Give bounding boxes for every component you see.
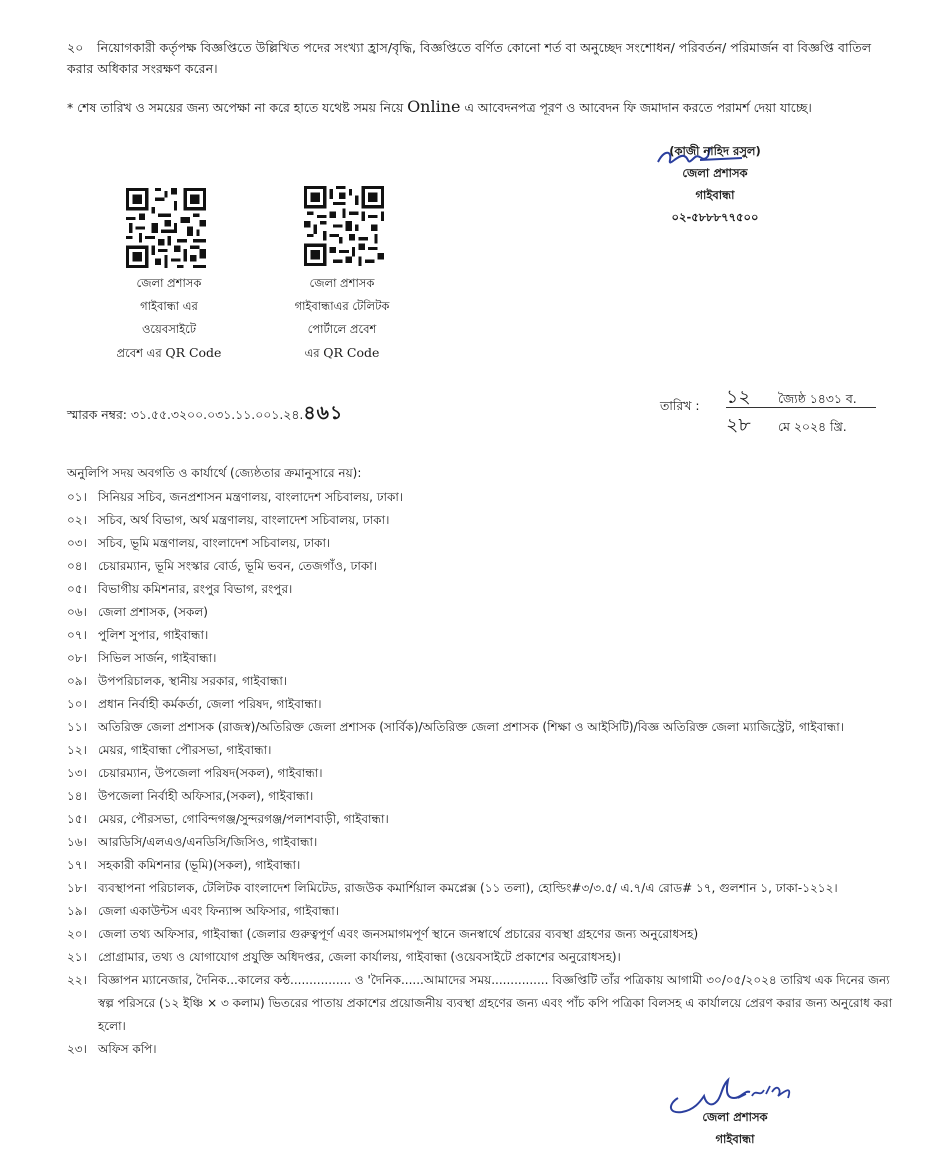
list-item-number: ১২। [67,743,87,757]
application-note [67,94,899,121]
date-greg-rest: মে ২০২৪ খ্রি. [778,419,847,434]
list-item-text: প্রধান নির্বাহী কর্মকর্তা, জেলা পরিষদ, গাইবান্ধা। [98,697,322,711]
cc-heading: অনুলিপি সদয় অবগতি ও কার্যার্থে (জ্যেষ্ঠতার ক্রমানুসারে নয়): [67,466,362,480]
list-item-text: পুলিশ সুপার, গাইবান্ধা। [98,628,209,642]
list-item-number: ০৬। [67,605,87,619]
list-item-number: ০৪। [67,559,87,573]
list-item [67,601,907,624]
list-item [67,578,907,601]
list-item-text: আরডিসি/এলএও/এনডিসি/জিসিও, গাইবান্ধা। [98,835,318,849]
note-text-after: এ আবেদনপত্র পূরণ ও আবেদন ফি জমাদান করতে পরামর্শ দেয়া যাচ্ছে। [460,100,812,115]
list-item [67,854,907,877]
bottom-signatory-designation: জেলা প্রশাসক [702,1110,768,1124]
list-item-text: চেয়ারম্যান, ভূমি সংস্কার বোর্ড, ভূমি ভবন, তেজগাঁও, ঢাকা। [98,559,377,573]
list-item-number: ০১। [67,490,87,504]
list-item [67,555,907,578]
qr-caption-line: পোর্টালে প্রবেশ [307,322,377,336]
signatory-designation: জেলা প্রশাসক [682,166,748,180]
qr-code-teletalk-icon[interactable] [304,186,384,266]
list-item-text: মেয়র, গাইবান্ধা পৌরসভা, গাইবান্ধা। [98,743,272,757]
clause-number: ২০ [67,40,84,55]
note-text-before: * শেষ তারিখ ও সময়ের জন্য অপেক্ষা না করে হাতে যথেষ্ট সময় নিয়ে [67,100,408,115]
date-greg-day: ২৮ [726,414,751,436]
list-item-number: ২১। [67,950,87,964]
bottom-signatory [690,1106,780,1150]
list-item [67,831,907,854]
list-item [67,670,907,693]
list-item-text: সচিব, অর্থ বিভাগ, অর্থ মন্ত্রণালয়, বাংলাদেশ সচিবালয়, ঢাকা। [98,513,390,527]
signatory-block [630,140,800,228]
qr-caption-line4: প্রবেশ এর [116,346,166,360]
qr-caption-line4: এর [304,346,324,360]
list-item [67,739,907,762]
date-label: তারিখ : [660,398,700,413]
list-item-text: চেয়ারম্যান, উপজেলা পরিষদ(সকল), গাইবান্ধা। [98,766,323,780]
list-item [67,716,907,739]
list-item-text: বিজ্ঞাপন ম্যানেজার, দৈনিক...কালের কন্ঠ................ ও 'দৈনিক......আমাদের সময়............... বিজ্ঞপ্তিটি তাঁর পত্রিকায় আগামী ৩০/০৫/২০২৪ তারিখ এক দিনের জন্য স্বল্প পরিসরে (১২ ইঞ্চি × ৩ কলাম) ভিতরের পাতায় প্রকাশের প্রয়োজনীয় ব্যবস্থা গ্রহণের জন্য এবং পাঁচ কপি পত্রিকা বিলসহ এ কার্যালয়ে প্রেরণ করার জন্য অনুরোধ করা হলো। [98,973,893,1033]
list-item [67,624,907,647]
qr-caption-line: গাইবান্ধাএর টেলিটক [294,299,390,313]
signatory-phone: ০২-৫৮৮৮৭৭৫০০ [671,210,759,224]
memo-handwritten-number: ৪৬১ [303,402,344,424]
list-item [67,647,907,670]
list-item [67,900,907,923]
list-item-number: ১০। [67,697,87,711]
list-item-number: ১৫। [67,812,87,826]
list-item-number: ০৭। [67,628,87,642]
list-item [67,946,907,969]
list-item-text: উপপরিচালক, স্থানীয় সরকার, গাইবান্ধা। [98,674,288,688]
list-item-number: ১৪। [67,789,87,803]
qr-caption-line: জেলা প্রশাসক [136,276,202,290]
list-item-text: উপজেলা নির্বাহী অফিসার,(সকল), গাইবান্ধা। [98,789,314,803]
list-item-text: সিভিল সার্জন, গাইবান্ধা। [98,651,217,665]
list-item-text: সহকারী কমিশনার (ভূমি)(সকল), গাইবান্ধা। [98,858,301,872]
list-item [67,785,907,808]
qr-caption-teletalk [262,272,422,365]
list-item-number: ১৭। [67,858,87,872]
list-item [67,693,907,716]
qr-caption-line: ওয়েবসাইটে [141,322,197,336]
list-item [67,532,907,555]
list-item-text: সচিব, ভূমি মন্ত্রণালয়, বাংলাদেশ সচিবালয়, ঢাকা। [98,536,331,550]
list-item [67,969,907,1038]
qr-caption-code: QR Code [165,345,222,360]
list-item [67,808,907,831]
list-item-number: ১১। [67,720,87,734]
list-item-number: ২০। [67,927,87,941]
list-item-number: ০৯। [67,674,87,688]
signatory-name: (কাজী নাহিদ রসুল) [669,144,761,158]
list-item-number: ০২। [67,513,87,527]
list-item-number: ০৩। [67,536,87,550]
qr-caption-line [89,341,249,365]
signatory-district: গাইবান্ধা [695,188,735,202]
list-item-text: জেলা তথ্য অফিসার, গাইবান্ধা (জেলার গুরুত্বপূর্ণ এবং জনসমাগমপূর্ণ স্থানে জনস্বার্থে প্রচারের ব্যবস্থা গ্রহণের জন্য অনুরোধসহ) [98,927,699,941]
date-bangla-rest: জ্যৈষ্ঠ ১৪৩১ ব. [778,391,857,406]
list-item [67,1038,907,1061]
list-item [67,923,907,946]
cc-list [67,486,907,1061]
list-item-text: মেয়র, পৌরসভা, গোবিন্দগঞ্জ/সুন্দরগঞ্জ/পলাশবাড়ী, গাইবান্ধা। [98,812,389,826]
list-item-number: ১৮। [67,881,87,895]
list-item-text: বিভাগীয় কমিশনার, রংপুর বিভাগ, রংপুর। [98,582,293,596]
clause-text: নিয়োগকারী কর্তৃপক্ষ বিজ্ঞপ্তিতে উল্লিখিত পদের সংখ্যা হ্রাস/বৃদ্ধি, বিজ্ঞপ্তিতে বর্ণিত কোনো শর্ত বা অনুচ্ছেদ সংশোধন/ পরিবর্তন/ পরিমার্জন বা বিজ্ঞপ্তি বাতিল করার অধিকার সংরক্ষণ করেন। [67,40,872,76]
list-item-text: অফিস কপি। [98,1042,157,1056]
list-item [67,762,907,785]
qr-caption-line: জেলা প্রশাসক [309,276,375,290]
qr-code-website-icon[interactable] [126,188,206,268]
list-item-number: ২২। [67,973,87,987]
list-item-text: সিনিয়র সচিব, জনপ্রশাসন মন্ত্রণালয়, বাংলাদেশ সচিবালয়, ঢাকা। [98,490,404,504]
bottom-signatory-district: গাইবান্ধা [715,1132,755,1146]
date-gregorian [726,411,906,435]
list-item-text: প্রোগ্রামার, তথ্য ও যোগাযোগ প্রযুক্তি অধিদপ্তর, জেলা কার্যালয়, গাইবান্ধা (ওয়েবসাইটে প্রকাশের অনুরোধসহ)। [98,950,621,964]
qr-caption-code: QR Code [323,345,380,360]
list-item-text: জেলা প্রশাসক, (সকল) [98,605,208,619]
qr-caption-website [89,272,249,365]
qr-caption-line [262,341,422,365]
date-bangla-day: ১২ [726,386,751,408]
list-item-number: ২৩। [67,1042,87,1056]
clause-20 [67,37,897,79]
list-item-text: জেলা একাউন্টস এবং ফিন্যান্স অফিসার, গাইবান্ধা। [98,904,339,918]
date-bangla [726,383,906,407]
list-item-number: ০৮। [67,651,87,665]
note-online: Online [407,97,461,116]
list-item-number: ১৩। [67,766,87,780]
list-item-number: ১৬। [67,835,87,849]
list-item [67,486,907,509]
date-block [726,383,906,435]
qr-caption-line: গাইবান্ধা এর [140,299,198,313]
memo-label: স্মারক নম্বর: ৩১.৫৫.৩২০০.০৩১.১১.০০১.২৪. [67,407,304,422]
list-item-number: ০৫। [67,582,87,596]
list-item-text: ব্যবস্থাপনা পরিচালক, টেলিটক বাংলাদেশ লিমিটেড, রাজউক কমার্শিয়াল কমপ্লেক্স (১১ তলা), হোল্ডিং#৩/৩.৫/ এ.৭/এ রোড# ১৭, গুলশান ১, ঢাকা-১২১২। [98,881,838,895]
memo-number [67,402,343,426]
list-item [67,509,907,532]
list-item-text: অতিরিক্ত জেলা প্রশাসক (রাজস্ব)/অতিরিক্ত জেলা প্রশাসক (সার্বিক)/অতিরিক্ত জেলা প্রশাসক (শিক্ষা ও আইসিটি)/বিজ্ঞ অতিরিক্ত জেলা ম্যাজিস্ট্রেট, গাইবান্ধা। [98,720,845,734]
list-item [67,877,907,900]
list-item-number: ১৯। [67,904,87,918]
